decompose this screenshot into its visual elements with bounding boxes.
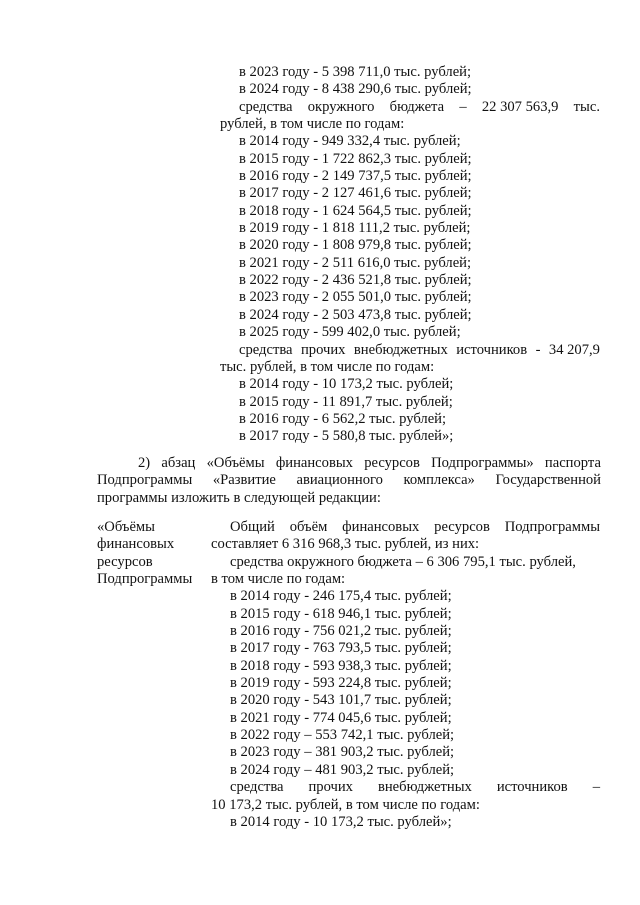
word: бюджета [389, 98, 445, 115]
paragraph-line: программы изложить в следующей редакции: [97, 489, 381, 506]
word: 22 307 563,9 [481, 98, 559, 115]
list-item: в 2017 году - 5 580,8 тыс. рублей»; [239, 428, 454, 445]
list-item: в 2023 году – 381 903,2 тыс. рублей; [230, 744, 455, 761]
word: «Развитие [212, 472, 276, 489]
list-item: в 2014 году - 10 173,2 тыс. рублей»; [230, 813, 452, 830]
word: средства [239, 98, 293, 115]
list-item: в 2018 году - 593 938,3 тыс. рублей; [230, 657, 452, 674]
word: «Объёмы [206, 455, 265, 471]
word: Общий [230, 519, 275, 535]
word: прочих [300, 341, 346, 358]
list-item: в 2016 году - 2 149 737,5 тыс. рублей; [239, 168, 472, 185]
paragraph-2 [97, 455, 601, 507]
list-item: в 2015 году - 11 891,7 тыс. рублей; [239, 393, 453, 410]
list-item: в 2020 году - 1 808 979,8 тыс. рублей; [239, 237, 472, 254]
word: средства [239, 341, 293, 358]
word: Подпрограммы [504, 519, 600, 535]
word: окружного [307, 98, 375, 115]
total-tail: составляет 6 316 968,3 тыс. рублей, из них: [211, 536, 480, 553]
label-line: ресурсов [97, 553, 153, 570]
okrug-budget-heading: средства окружного бюджета – 6 306 795,1 тыс. рублей, [230, 553, 576, 570]
word: финансовых [275, 455, 353, 471]
list-item: в 2021 году - 774 045,6 тыс. рублей; [230, 709, 452, 726]
list-item: в 2023 году - 5 398 711,0 тыс. рублей; [239, 64, 472, 80]
list-item: в 2017 году - 2 127 461,6 тыс. рублей; [239, 185, 472, 202]
word: финансовых [342, 519, 420, 535]
list-item: в 2019 году - 593 224,8 тыс. рублей; [230, 675, 452, 692]
paragraph-line [97, 472, 601, 489]
section1-list [220, 64, 600, 446]
word: Государственной [495, 472, 601, 489]
word: 34 207,9 [548, 341, 600, 358]
okrug-budget-heading [220, 99, 600, 116]
list-item: в 2014 году - 10 173,2 тыс. рублей; [239, 376, 454, 393]
list-item: в 2016 году - 756 021,2 тыс. рублей; [230, 623, 452, 640]
word: 2) [138, 455, 151, 471]
word: паспорта [544, 455, 601, 471]
list-item: в 2024 году – 481 903,2 тыс. рублей; [230, 761, 455, 778]
list-item: в 2015 году - 1 722 862,3 тыс. рублей; [239, 150, 472, 167]
word: источников [456, 341, 528, 358]
label-line: финансовых [97, 536, 175, 553]
word: комплекса» [403, 472, 475, 489]
list-item: в 2019 году - 1 818 111,2 тыс. рублей; [239, 220, 471, 237]
other-sources-heading [211, 779, 600, 796]
list-item: в 2014 году - 949 332,4 тыс. рублей; [239, 133, 461, 150]
list-item: в 2025 году - 599 402,0 тыс. рублей; [239, 324, 461, 341]
list-item: в 2015 году - 618 946,1 тыс. рублей; [230, 605, 452, 622]
word: – [459, 98, 467, 115]
list-item: в 2014 году - 246 175,4 тыс. рублей; [230, 588, 452, 605]
word: объём [289, 519, 328, 535]
word: внебюджетных [377, 779, 472, 796]
word: тыс. [573, 98, 600, 115]
list-item: в 2020 году - 543 101,7 тыс. рублей; [230, 692, 452, 709]
funding-values [211, 519, 600, 831]
list-item: в 2024 году - 2 503 473,8 тыс. рублей; [239, 306, 472, 323]
word: Подпрограммы [97, 472, 193, 489]
list-item: в 2018 году - 1 624 564,5 тыс. рублей; [239, 202, 472, 219]
word: внебюджетных [353, 341, 448, 358]
okrug-budget-tail: в том числе по годам: [211, 571, 346, 588]
label-line: Подпрограммы [97, 571, 193, 588]
word: средства [230, 779, 284, 796]
list-item: в 2023 году - 2 055 501,0 тыс. рублей; [239, 289, 472, 306]
list-item: в 2017 году - 763 793,5 тыс. рублей; [230, 640, 452, 657]
word: Подпрограммы» [431, 455, 534, 471]
word: авиационного [296, 472, 383, 489]
list-item: в 2022 году - 2 436 521,8 тыс. рублей; [239, 272, 472, 289]
list-item: в 2021 году - 2 511 616,0 тыс. рублей; [239, 254, 472, 271]
word: ресурсов [434, 519, 490, 535]
total-heading [211, 519, 600, 536]
okrug-budget-tail: рублей, в том числе по годам: [220, 116, 405, 133]
other-sources-tail: 10 173,2 тыс. рублей, в том числе по годам: [211, 796, 480, 813]
word: абзац [161, 455, 196, 471]
other-sources-heading [220, 342, 600, 359]
label-line: «Объёмы [97, 519, 155, 535]
paragraph-line [97, 455, 601, 472]
word: источников [496, 779, 568, 796]
list-item: в 2016 году - 6 562,2 тыс. рублей; [239, 410, 447, 427]
word: - [535, 341, 541, 358]
list-item: в 2022 году – 553 742,1 тыс. рублей; [230, 727, 455, 744]
funding-label [97, 519, 207, 588]
list-item: в 2024 году - 8 438 290,6 тыс. рублей; [239, 81, 472, 98]
other-sources-tail: тыс. рублей, в том числе по годам: [220, 358, 435, 375]
word: прочих [308, 779, 353, 796]
word: ресурсов [364, 455, 420, 471]
word: – [592, 779, 600, 796]
